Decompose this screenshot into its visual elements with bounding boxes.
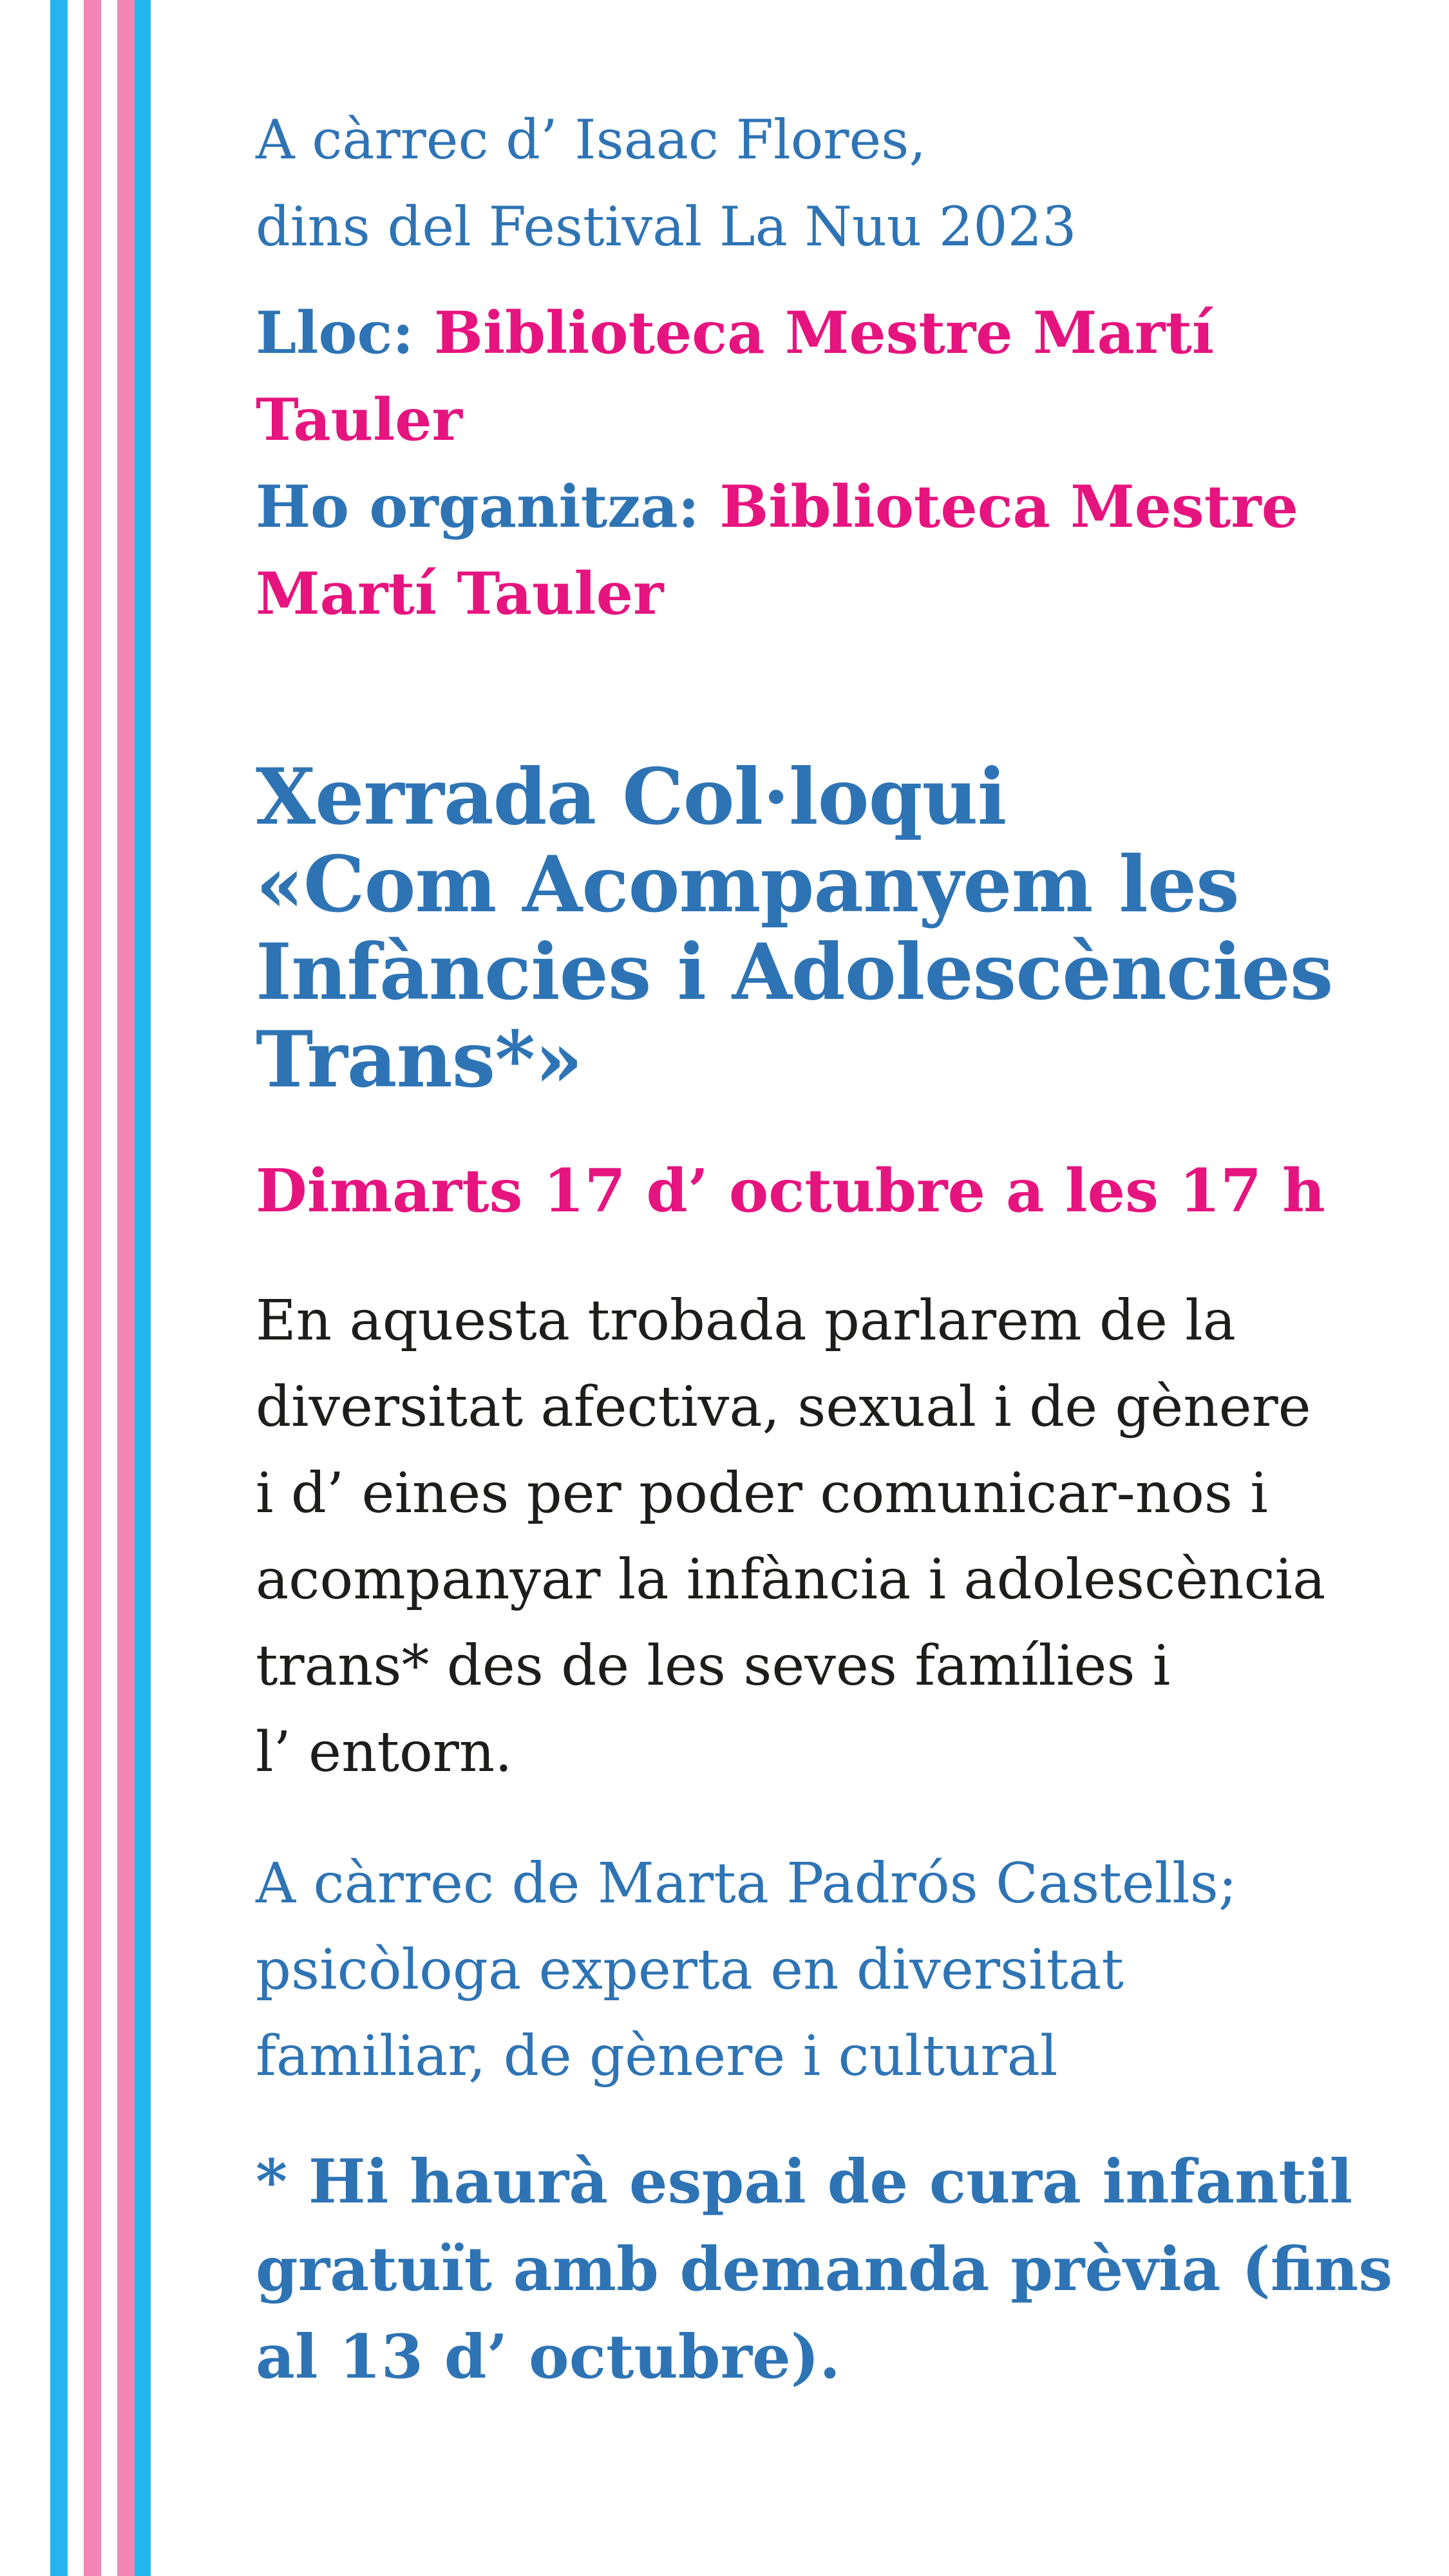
event-content — [256, 97, 1393, 2401]
location-label: Lloc: — [256, 299, 414, 367]
speaker-info — [256, 1841, 1350, 2099]
organizer-line — [256, 464, 1350, 551]
speaker-line: psicòloga experta en diversitat — [256, 1938, 1124, 2002]
location-line — [256, 290, 1350, 377]
childcare-note — [256, 2138, 1393, 2401]
location-value: Biblioteca Mestre Martí — [433, 299, 1215, 367]
note-line: al 13 d’ octubre). — [256, 2322, 841, 2392]
description-line: acompanyar la infància i adolescència — [256, 1548, 1326, 1612]
note-line: gratuït amb demanda prèvia (fins — [256, 2234, 1393, 2305]
event-description — [256, 1278, 1350, 1795]
location-value-cont: Tauler — [256, 386, 462, 454]
intro-line: dins del Festival La Nuu 2023 — [256, 195, 1077, 258]
speaker-line: A càrrec de Marta Padrós Castells; — [256, 1852, 1237, 1916]
intro-line: A càrrec d’ Isaac Flores, — [256, 108, 927, 171]
description-line: trans* des de les seves famílies i — [256, 1634, 1171, 1698]
intro-text — [256, 97, 1350, 270]
event-title — [256, 753, 1350, 1104]
title-line: Xerrada Col·loqui — [256, 752, 1007, 842]
title-line: Trans*» — [256, 1014, 583, 1105]
description-line: diversitat afectiva, sexual i de gènere — [256, 1375, 1311, 1439]
organizer-value: Biblioteca Mestre — [719, 473, 1298, 541]
event-meta — [256, 290, 1350, 638]
stripe-pink-1 — [84, 0, 101, 2576]
description-line: l’ entorn. — [256, 1720, 513, 1785]
description-line: i d’ eines per poder comunicar-nos i — [256, 1461, 1268, 1526]
event-date: Dimarts 17 d’ octubre a les 17 h — [256, 1156, 1325, 1226]
title-line: «Com Acompanyem les — [256, 839, 1239, 930]
organizer-label: Ho organitza: — [256, 473, 699, 541]
title-line: Infàncies i Adolescències — [256, 927, 1333, 1018]
speaker-line: familiar, de gènere i cultural — [256, 2024, 1058, 2088]
note-line: * Hi haurà espai de cura infantil — [256, 2146, 1353, 2217]
description-line: En aquesta trobada parlarem de la — [256, 1289, 1236, 1353]
stripe-blue-2 — [135, 0, 151, 2576]
organizer-value-cont: Martí Tauler — [256, 560, 664, 628]
stripe-blue-1 — [50, 0, 68, 2576]
stripe-pink-2 — [117, 0, 135, 2576]
